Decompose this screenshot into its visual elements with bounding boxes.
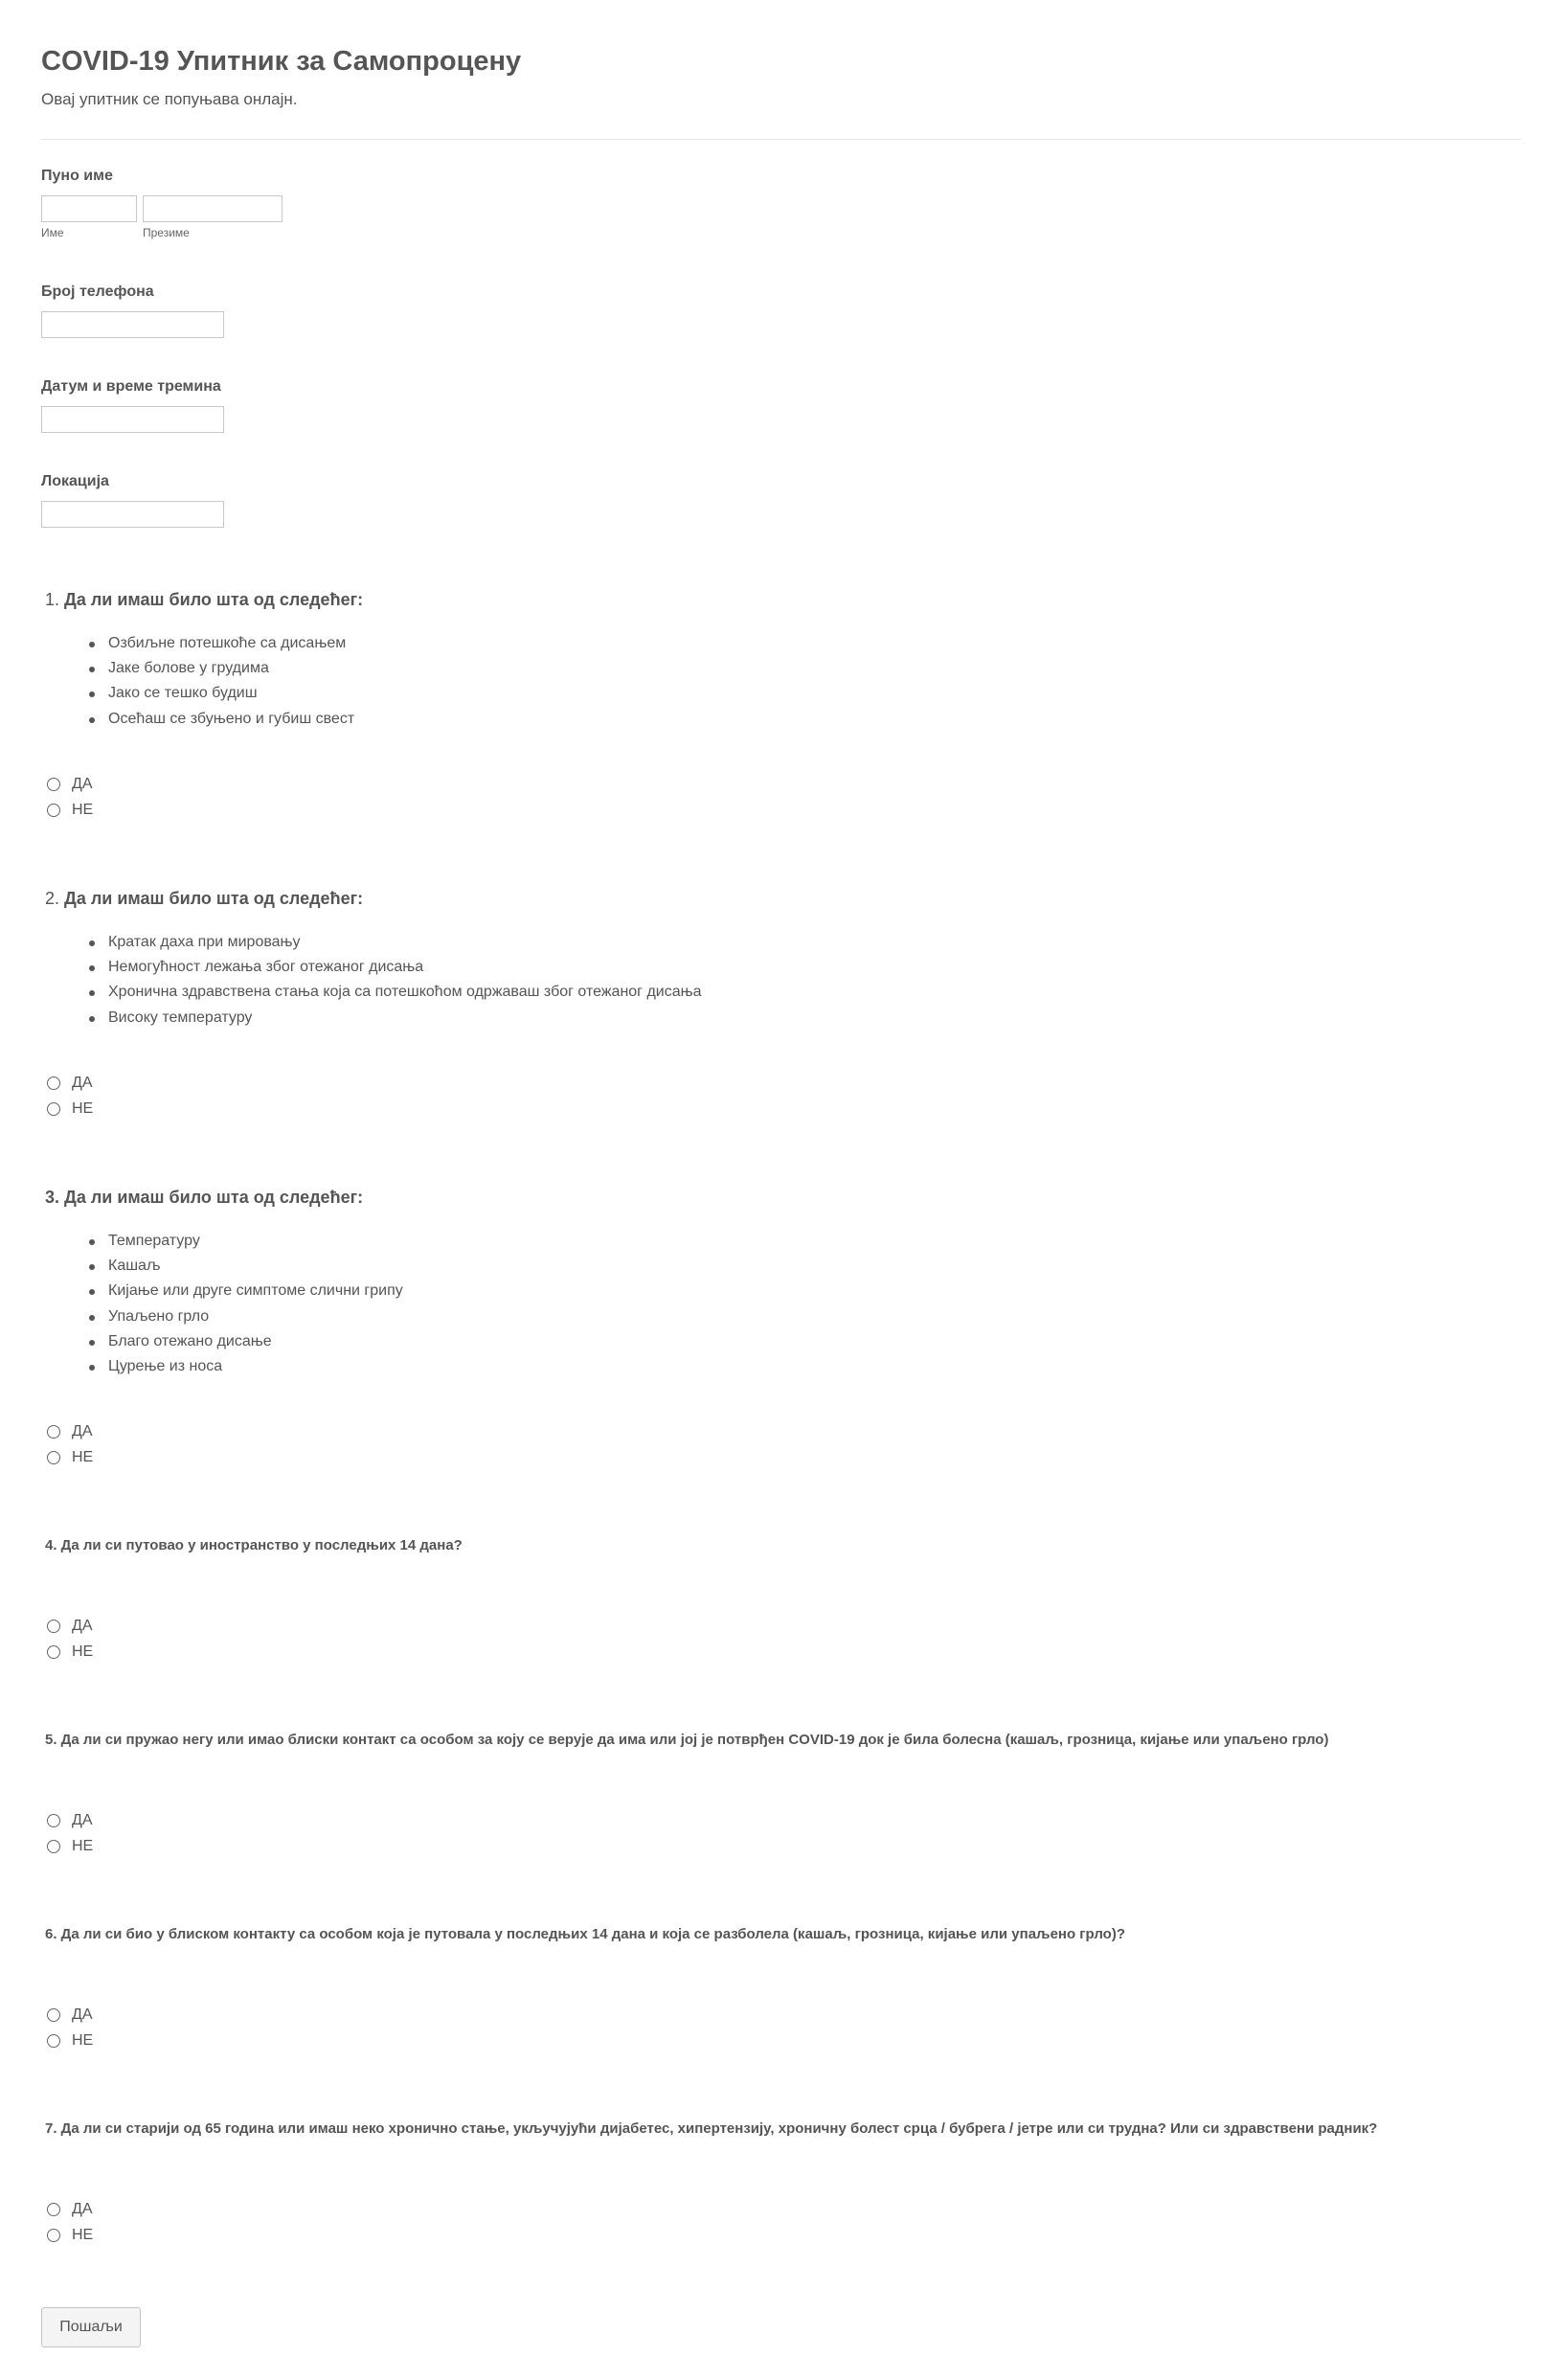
question-7-option-yes[interactable] bbox=[47, 2198, 93, 2221]
radio-button[interactable] bbox=[47, 2034, 60, 2048]
option-label: ДА bbox=[72, 2006, 93, 2023]
list-item: Јако се тешко будиш bbox=[89, 681, 354, 706]
radio-button[interactable] bbox=[47, 1840, 60, 1853]
form-title: COVID-19 Упитник за Самопроцену bbox=[41, 46, 522, 77]
option-label: ДА bbox=[72, 1618, 93, 1634]
last-name-input[interactable] bbox=[143, 195, 282, 222]
location-label: Локација bbox=[41, 473, 109, 489]
radio-button[interactable] bbox=[47, 1425, 60, 1439]
list-item: Озбиљне потешкоће са дисањем bbox=[89, 631, 354, 656]
question-3-title bbox=[45, 1188, 363, 1208]
option-label: ДА bbox=[72, 1423, 93, 1439]
radio-button[interactable] bbox=[47, 2008, 60, 2022]
list-item: Кашаљ bbox=[89, 1254, 403, 1279]
question-2-title bbox=[45, 889, 363, 909]
form-subtitle: Овај упитник се попуњава онлајн. bbox=[41, 90, 298, 108]
question-4-text: 4. Да ли си путовао у иностранство у последњих 14 дана? bbox=[45, 1537, 463, 1553]
list-item: Високу температуру bbox=[89, 1006, 702, 1031]
question-3-option-no[interactable] bbox=[47, 1446, 93, 1469]
question-1-option-no[interactable] bbox=[47, 799, 93, 822]
radio-button[interactable] bbox=[47, 778, 60, 791]
list-item: Упаљено грло bbox=[89, 1304, 403, 1329]
option-label: НЕ bbox=[72, 2227, 94, 2243]
question-3-option-yes[interactable] bbox=[47, 1420, 93, 1443]
first-name-input[interactable] bbox=[41, 195, 137, 222]
question-4-option-no[interactable] bbox=[47, 1641, 93, 1664]
list-item: Температуру bbox=[89, 1229, 403, 1254]
question-7-text: 7. Да ли си старији од 65 година или имаш неко хронично стање, укључујући дијабетес, хипертензију, хроничну болест срца / бубрега / јетре или си трудна? Или си здравствени радник? bbox=[45, 2120, 1378, 2137]
question-1-text: Да ли имаш било шта од следећег: bbox=[64, 590, 364, 609]
radio-button[interactable] bbox=[47, 1077, 60, 1090]
question-5-option-yes[interactable] bbox=[47, 1809, 93, 1832]
question-6-text: 6. Да ли си био у блиском контакту са особом која је путовала у последњих 14 дана и која се разболела (кашаљ, грозница, кијање или упаљено грло)? bbox=[45, 1926, 1125, 1942]
list-item: Осећаш се збуњено и губиш свест bbox=[89, 707, 354, 732]
question-2-text: Да ли имаш било шта од следећег: bbox=[64, 889, 364, 908]
datetime-label: Датум и време тремина bbox=[41, 378, 221, 395]
list-item: Цурење из носа bbox=[89, 1354, 403, 1379]
option-label: НЕ bbox=[72, 1838, 94, 1854]
question-7-option-no[interactable] bbox=[47, 2224, 93, 2247]
option-label: НЕ bbox=[72, 2032, 94, 2049]
phone-label: Број телефона bbox=[41, 283, 154, 300]
location-input[interactable] bbox=[41, 501, 224, 528]
list-item: Кратак даха при мировању bbox=[89, 930, 702, 955]
option-label: ДА bbox=[72, 2201, 93, 2217]
question-3-number: 3. bbox=[45, 1188, 60, 1207]
option-label: ДА bbox=[72, 1812, 93, 1828]
question-1-list bbox=[89, 631, 354, 732]
question-3-text: Да ли имаш било шта од следећег: bbox=[64, 1188, 364, 1207]
question-2-option-no[interactable] bbox=[47, 1098, 93, 1121]
option-label: ДА bbox=[72, 1075, 93, 1091]
question-4-option-yes[interactable] bbox=[47, 1615, 93, 1638]
question-2-list bbox=[89, 930, 702, 1031]
question-5-text: 5. Да ли си пружао негу или имао блиски контакт са особом за коју се верује да има или јој је потврђен COVID-19 док је била болесна (кашаљ, грозница, кијање или упаљено грло) bbox=[45, 1732, 1329, 1748]
radio-button[interactable] bbox=[47, 1814, 60, 1827]
option-label: НЕ bbox=[72, 1100, 94, 1117]
option-label: НЕ bbox=[72, 1449, 94, 1465]
radio-button[interactable] bbox=[47, 1645, 60, 1659]
radio-button[interactable] bbox=[47, 2229, 60, 2242]
list-item: Благо отежано дисање bbox=[89, 1329, 403, 1354]
question-6-option-no[interactable] bbox=[47, 2029, 93, 2052]
question-6-option-yes[interactable] bbox=[47, 2004, 93, 2027]
radio-button[interactable] bbox=[47, 804, 60, 817]
question-1-number: 1. bbox=[45, 590, 60, 609]
option-label: ДА bbox=[72, 776, 93, 792]
question-3-list bbox=[89, 1229, 403, 1379]
option-label: НЕ bbox=[72, 802, 94, 818]
header-divider bbox=[41, 139, 1522, 140]
last-name-sublabel: Презиме bbox=[143, 226, 190, 239]
question-1-title bbox=[45, 590, 363, 610]
question-2-number: 2. bbox=[45, 889, 60, 908]
full-name-label: Пуно име bbox=[41, 168, 113, 184]
list-item: Кијање или друге симптоме слични грипу bbox=[89, 1279, 403, 1303]
question-2-option-yes[interactable] bbox=[47, 1072, 93, 1095]
datetime-input[interactable] bbox=[41, 406, 224, 433]
first-name-sublabel: Име bbox=[41, 226, 64, 239]
question-1-option-yes[interactable] bbox=[47, 773, 93, 796]
option-label: НЕ bbox=[72, 1643, 94, 1660]
list-item: Хронична здравствена стања која са потешкоћом одржаваш због отежаног дисања bbox=[89, 980, 702, 1005]
submit-button[interactable]: Пошаљи bbox=[41, 2307, 141, 2347]
phone-input[interactable] bbox=[41, 311, 224, 338]
radio-button[interactable] bbox=[47, 1451, 60, 1464]
radio-button[interactable] bbox=[47, 1102, 60, 1116]
question-5-option-no[interactable] bbox=[47, 1835, 93, 1858]
radio-button[interactable] bbox=[47, 1620, 60, 1633]
list-item: Немогућност лежања због отежаног дисања bbox=[89, 955, 702, 980]
list-item: Јаке болове у грудима bbox=[89, 656, 354, 681]
radio-button[interactable] bbox=[47, 2203, 60, 2216]
